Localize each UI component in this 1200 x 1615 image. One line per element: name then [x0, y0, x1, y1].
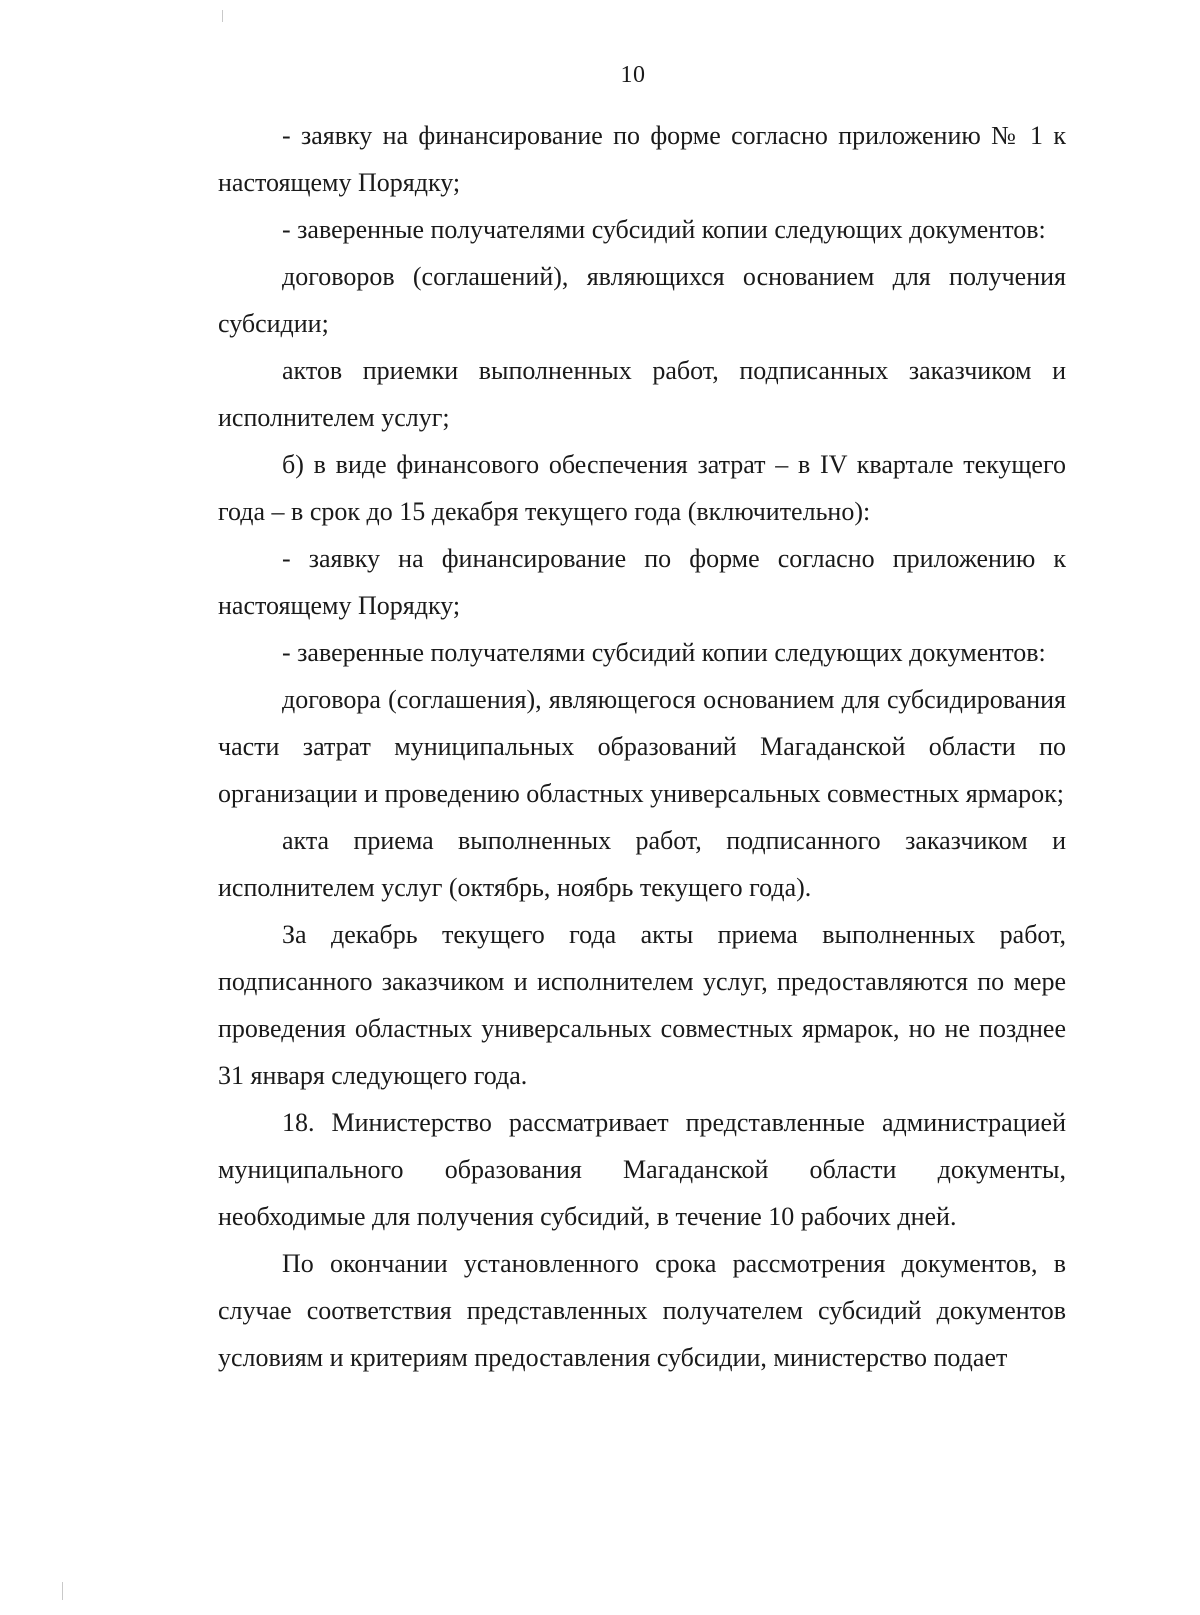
paragraph-item-18: 18. Министерство рассматривает представленные администрацией муниципального образования Магаданской области документы, необходимые для получения субсидий, в течение 10 рабочих дней.	[218, 1108, 1066, 1231]
document-body	[218, 112, 1066, 1381]
paragraph-december-acts: За декабрь текущего года акты приема выполненных работ, подписанного заказчиком и исполнителем услуг, предоставляются по мере проведения областных универсальных совместных ярмарок, но не позднее 31 января следующего года.	[218, 920, 1066, 1090]
paragraph-certified-copies-1: - заверенные получателями субсидий копии следующих документов:	[282, 215, 1046, 244]
paragraph-acceptance-act: акта приема выполненных работ, подписанного заказчиком и исполнителем услуг (октябрь, ноябрь текущего года).	[218, 826, 1066, 902]
paragraph-application-form-1: - заявку на финансирование по форме согласно приложению № 1 к настоящему Порядку;	[218, 121, 1066, 197]
paragraph-application-form-2: - заявку на финансирование по форме согласно приложению к настоящему Порядку;	[218, 544, 1066, 620]
scan-edge-mark-top	[222, 10, 223, 22]
paragraph-financial-support: б) в виде финансового обеспечения затрат – в IV квартале текущего года – в срок до 15 декабря текущего года (включительно):	[218, 450, 1066, 526]
paragraph-contract-fairs: договора (соглашения), являющегося основанием для субсидирования части затрат муниципальных образований Магаданской области по организации и проведению областных универсальных совместных ярмарок;	[218, 685, 1066, 808]
scan-edge-mark-bottom	[62, 1582, 63, 1600]
paragraph-certified-copies-2: - заверенные получателями субсидий копии следующих документов:	[282, 638, 1046, 667]
page-number: 10	[620, 62, 646, 88]
paragraph-review-deadline: По окончании установленного срока рассмотрения документов, в случае соответствия представленных получателем субсидий документов условиям и критериям предоставления субсидии, министерство подает	[218, 1249, 1066, 1372]
paragraph-acceptance-acts: актов приемки выполненных работ, подписанных заказчиком и исполнителем услуг;	[218, 356, 1066, 432]
paragraph-contracts: договоров (соглашений), являющихся основанием для получения субсидии;	[218, 262, 1066, 338]
